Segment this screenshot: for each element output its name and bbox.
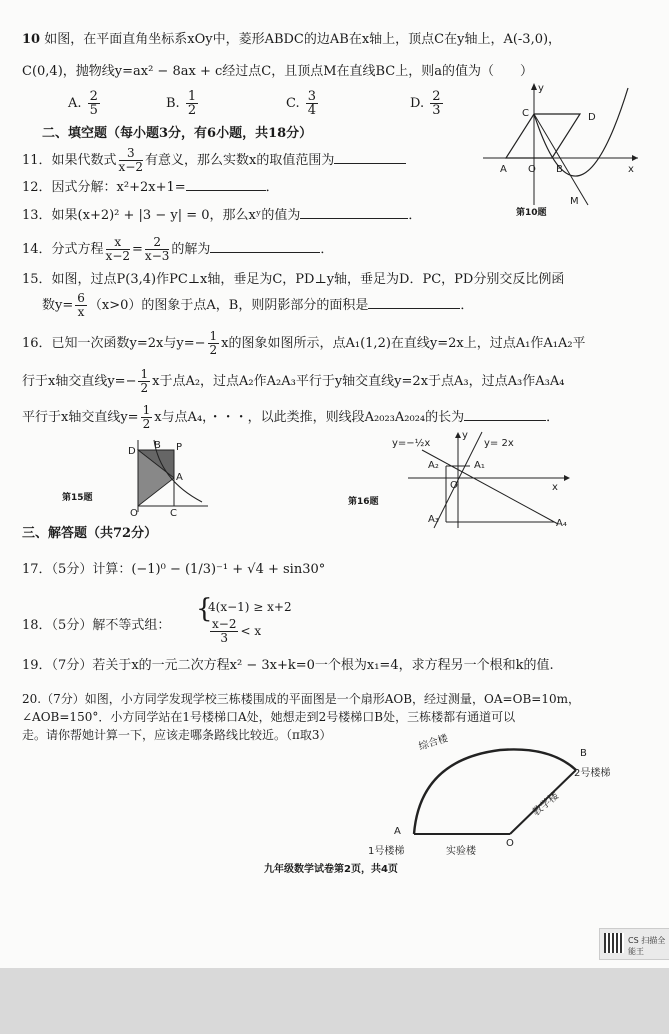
q10-label-b: B xyxy=(556,164,563,175)
q10-option-b: B. $\frac{1}{2}$ xyxy=(166,89,197,118)
page-footer: 九年级数学试卷第2页，共4页 xyxy=(264,864,398,875)
svg-text:P: P xyxy=(176,442,183,453)
svg-text:教学楼: 教学楼 xyxy=(530,790,561,819)
q10-label-c: C xyxy=(522,108,529,119)
svg-text:y= 2x: y= 2x xyxy=(484,438,514,449)
q15-answer-blank xyxy=(368,296,460,309)
q16-figure xyxy=(388,428,578,530)
svg-text:1号楼梯: 1号楼梯 xyxy=(368,846,405,857)
q10-label-m: M xyxy=(570,196,579,207)
svg-text:2号楼梯: 2号楼梯 xyxy=(574,768,611,779)
svg-text:y: y xyxy=(462,430,468,441)
q15-figure-caption: 第15题 xyxy=(62,493,93,503)
svg-text:实验楼: 实验楼 xyxy=(446,846,476,857)
svg-text:A₁: A₁ xyxy=(474,460,485,471)
q15-figure xyxy=(124,436,210,516)
q10-line2: C(0,4)，抛物线y=ax² − 8ax + c经过点C，且顶点M在直线BC上，则a的值为（ ） xyxy=(22,64,533,79)
scanner-watermark: CS 扫描全能王 xyxy=(599,928,669,960)
q10-label-d: D xyxy=(588,112,596,123)
q10-figure-caption: 第10题 xyxy=(516,208,547,218)
q18-brace: { xyxy=(196,594,213,624)
svg-text:A₄: A₄ xyxy=(556,518,567,529)
q10-label-y: y xyxy=(538,83,544,94)
viewer-bottom-bar xyxy=(0,968,669,1034)
q15-line2: 数y= $\frac{6}{x}$ （x>0）的图象于点A，B，则阴影部分的面积是 ． xyxy=(42,291,474,319)
section2-title: 二、填空题（每小题3分，有6小题，共18分） xyxy=(42,126,313,141)
q20-line1: 20.（7分）如图，小方同学发现学校三栋楼围成的平面图是一个扇形AOB，经过测量，OA=OB=10m， xyxy=(22,692,580,706)
q16-line3: 平行于x轴交直线y= $\frac{1}{2}$ x与点A₄，・・・，以此类推，则线段A₂₀₂₃A₂₀₂₄的长为 ． xyxy=(22,403,560,431)
qr-code-icon xyxy=(604,933,624,953)
svg-text:O: O xyxy=(130,508,138,516)
svg-text:A₃: A₃ xyxy=(428,514,439,525)
q16-answer-blank xyxy=(464,408,546,421)
q13: 13．如果(x+2)² + |3 − y| = 0，那么xʸ的值为 ． xyxy=(22,208,422,223)
svg-text:综合楼: 综合楼 xyxy=(417,733,450,753)
q10-label-x: x xyxy=(628,164,634,175)
q19: 19．（7分）若关于x的一元二次方程x² − 3x+k=0一个根为x₁=4，求方程另一个根和k的值. xyxy=(22,658,554,673)
q13-answer-blank xyxy=(300,206,408,219)
svg-text:y=−½x: y=−½x xyxy=(392,438,431,449)
q16-figure-caption: 第16题 xyxy=(348,497,379,507)
q10-number: 10 xyxy=(22,32,41,47)
svg-text:A: A xyxy=(394,826,401,837)
q10-label-o: O xyxy=(528,164,536,175)
q20-line2: ∠AOB=150°．小方同学站在1号楼梯口A处，她想走到2号楼梯口B处，三栋楼都有通道可以 xyxy=(22,710,516,724)
q14: 14．分式方程 $\frac{x}{x-2}$ = $\frac{2}{x-3}$ 的解为 ． xyxy=(22,235,334,263)
svg-text:A₂: A₂ xyxy=(428,460,439,471)
q10-line1: 10 如图，在平面直角坐标系xOy中，菱形ABDC的边AB在x轴上，顶点C在y轴上，A(-3,0)， xyxy=(22,32,562,47)
section3-title: 三、解答题（共72分） xyxy=(22,526,158,541)
svg-text:O: O xyxy=(450,480,458,491)
svg-text:B: B xyxy=(580,748,587,759)
q10-option-a: A. $\frac{2}{5}$ xyxy=(68,89,98,118)
q10-option-d: D. $\frac{2}{3}$ xyxy=(410,89,441,118)
q18: 18．（5分）解不等式组： xyxy=(22,618,171,633)
q16-line2: 行于x轴交直线y=− $\frac{1}{2}$ x于点A₂，过点A₂作A₂A₃平行于y轴交直线y=2x于点A₃，过点A₃作A₃A₄ xyxy=(22,367,565,395)
q15-line1: 15．如图，过点P(3,4)作PC⊥x轴，垂足为C，PD⊥y轴，垂足为D．PC，PD分别交反比例函 xyxy=(22,272,565,287)
svg-text:C: C xyxy=(170,508,177,516)
q20-line3: 走。请你帮她计算一下，应该走哪条路线比较近。（π取3） xyxy=(22,728,332,742)
q18-inequality-2: $\frac{x-2}{3}$ < x xyxy=(212,617,262,645)
q10-label-a: A xyxy=(500,164,507,175)
q11: 11．如果代数式 $\frac{3}{x-2}$ 有意义，那么实数x的取值范围为 xyxy=(22,147,406,174)
svg-text:x: x xyxy=(552,482,558,493)
q12-answer-blank xyxy=(186,178,266,191)
q11-answer-blank xyxy=(334,151,406,164)
q17: 17．（5分）计算：(−1)⁰ − (1/3)⁻¹ + √4 + sin30° xyxy=(22,562,326,577)
q10-option-c: C. $\frac{3}{4}$ xyxy=(286,89,317,118)
q20-figure xyxy=(360,730,640,860)
q18-inequality-1: 4(x−1) ≥ x+2 xyxy=(208,600,292,614)
q12: 12．因式分解：x²+2x+1= ． xyxy=(22,180,279,195)
q14-answer-blank xyxy=(210,240,320,253)
svg-text:D: D xyxy=(128,446,136,457)
q16-line1: 16．已知一次函数y=2x与y=− $\frac{1}{2}$ x的图象如图所示，点A₁(1,2)在直线y=2x上，过点A₁作A₁A₂平 xyxy=(22,329,586,357)
svg-text:O: O xyxy=(506,838,514,849)
q10-figure xyxy=(478,80,648,210)
svg-text:B: B xyxy=(154,440,161,451)
svg-text:A: A xyxy=(176,472,183,483)
